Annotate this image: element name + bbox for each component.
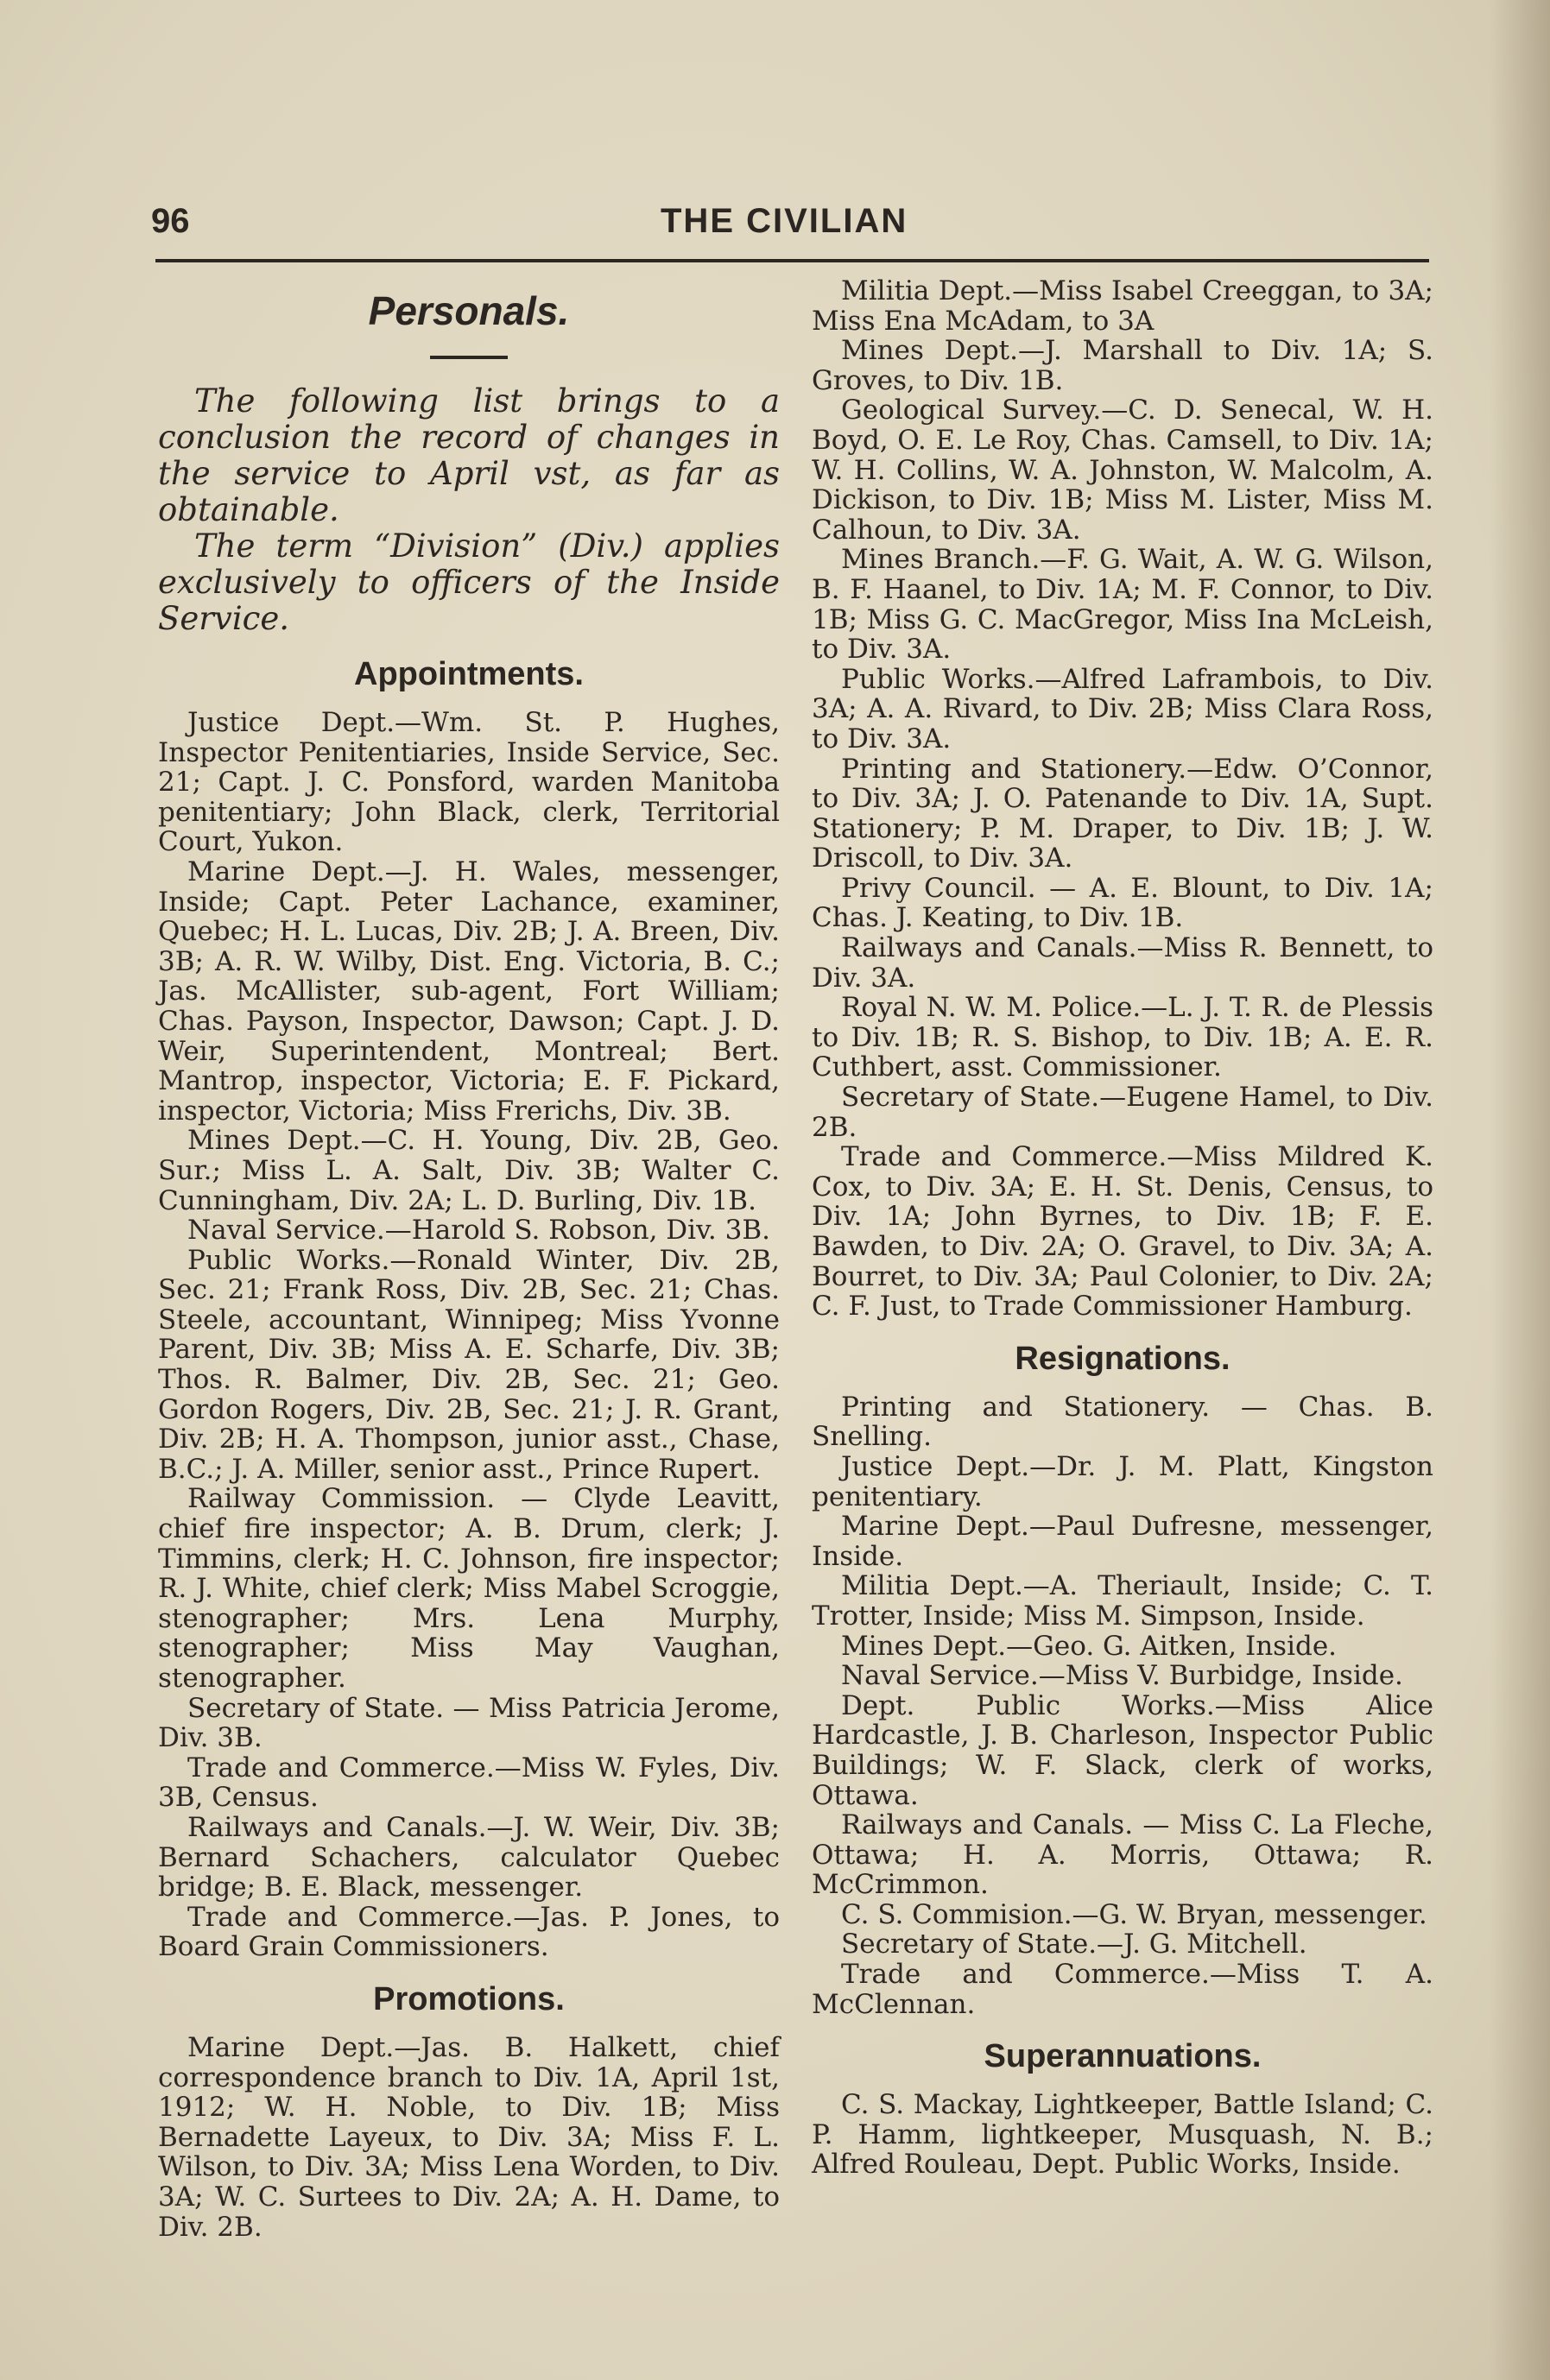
intro-paragraph: The following list brings to a conclusion the record of changes in the service to April vst, as far as obtainable. <box>158 382 780 528</box>
appointments-paragraph: Mines Dept.—C. H. Young, Div. 2B, Geo. Sur.; Miss L. A. Salt, Div. 3B; Walter C. Cunningham, Div. 2A; L. D. Burling, Div. 1B. <box>158 1125 780 1216</box>
resignations-paragraph: Secretary of State.—J. G. Mitchell. <box>841 1929 1307 1960</box>
resignations-paragraph: Naval Service.—Miss V. Burbidge, Inside. <box>841 1660 1403 1692</box>
resignations-paragraph: Mines Dept.—Geo. G. Aitken, Inside. <box>841 1630 1338 1662</box>
promotions-paragraph: Railways and Canals.—Miss R. Bennett, to Div. 3A. <box>812 932 1433 994</box>
appointments-paragraph: Trade and Commerce.—Jas. P. Jones, to Board Grain Commissioners. <box>158 1901 780 1963</box>
resignations-paragraph: Trade and Commerce.—Miss T. A. McClennan. <box>812 1959 1433 2020</box>
resignations-heading: Resignations. <box>1015 1340 1231 1377</box>
promotions-paragraph: Militia Dept.—Miss Isabel Creeggan, to 3A; Miss Ena McAdam, to 3A <box>812 275 1433 337</box>
header-rule <box>155 259 1429 262</box>
promotions-paragraph: Printing and Stationery.—Edw. O’Connor, to Div. 3A; J. O. Patenande to Div. 1A, Supt. Stationery; P. M. Draper, to Div. 1B; J. W. Driscoll, to Div. 3A. <box>812 753 1433 874</box>
personals-title: Personals. <box>368 288 570 333</box>
resignations-paragraph: Marine Dept.—Paul Dufresne, messenger, Inside. <box>812 1511 1433 1572</box>
resignations-paragraph: Justice Dept.—Dr. J. M. Platt, Kingston penitentiary. <box>812 1450 1433 1512</box>
superannuations-paragraph: C. S. Mackay, Lightkeeper, Battle Island; C. P. Hamm, lightkeeper, Musquash, N. B.; Alfred Rouleau, Dept. Public Works, Inside. <box>812 2089 1433 2181</box>
page-edge-shadow <box>1490 0 1550 2380</box>
left-column <box>158 276 780 2242</box>
page-header <box>151 197 1429 249</box>
promotions-paragraph: Privy Council. — A. E. Blount, to Div. 1A; Chas. J. Keating, to Div. 1B. <box>812 872 1433 934</box>
appointments-paragraph: Marine Dept.—J. H. Wales, messenger, Inside; Capt. Peter Lachance, examiner, Quebec; H. L. Lucas, Div. 2B; J. A. Breen, Div. 3B; A. R. W. Wilby, Dist. Eng. Victoria, B. C.; Jas. McAllister, sub-agent, Fort William; Chas. Payson, Inspector, Dawson; Capt. J. D. Weir, Superintendent, Montreal; Bert. Mantrop, inspector, Victoria; E. F. Pickard, inspector, Victoria; Miss Frerichs, Div. 3B. <box>158 855 780 1127</box>
appointments-paragraph: Justice Dept.—Wm. St. P. Hughes, Inspector Penitentiaries, Inside Service, Sec. 21; Capt. J. C. Ponsford, warden Manitoba penitentiary; John Black, clerk, Territorial Court, Yukon. <box>158 707 780 858</box>
appointments-paragraph: Public Works.—Ronald Winter, Div. 2B, Sec. 21; Frank Ross, Div. 2B, Sec. 21; Chas. Steele, accountant, Winnipeg; Miss Yvonne Parent, Div. 3B; Miss A. E. Scharfe, Div. 3B; Thos. R. Balmer, Div. 2B, Sec. 21; Geo. Gordon Rogers, Div. 2B, Sec. 21; J. R. Grant, Div. 2B; H. A. Thompson, junior asst., Chase, B.C.; J. A. Miller, senior asst., Prince Rupert. <box>158 1244 780 1485</box>
promotions-paragraph: Trade and Commerce.—Miss Mildred K. Cox, to Div. 3A; E. H. St. Denis, Census, to Div. 1A; John Byrnes, to Div. 1B; F. E. Bawden, to Div. 2A; O. Gravel, to Div. 3A; A. Bourret, to Div. 3A; Paul Colonier, to Div. 2A; C. F. Just, to Trade Commissioner Hamburg. <box>812 1141 1433 1323</box>
appointments-paragraph: Railways and Canals.—J. W. Weir, Div. 3B; Bernard Schachers, calculator Quebec bridge; B. E. Black, messenger. <box>158 1811 780 1903</box>
appointments-paragraph: Secretary of State. — Miss Patricia Jerome, Div. 3B. <box>158 1692 780 1754</box>
resignations-paragraph: Railways and Canals. — Miss C. La Fleche, Ottawa; H. A. Morris, Ottawa; R. McCrimmon. <box>812 1809 1433 1901</box>
promotions-paragraph: Mines Branch.—F. G. Wait, A. W. G. Wilson, B. F. Haanel, to Div. 1A; M. F. Connor, to Div. 1B; Miss G. C. MacGregor, Miss Ina McLeish, to Div. 3A. <box>812 544 1433 666</box>
promotions-paragraph: Secretary of State.—Eugene Hamel, to Div. 2B. <box>812 1082 1433 1143</box>
promotions-heading: Promotions. <box>373 1980 565 2017</box>
appointments-heading: Appointments. <box>354 656 584 692</box>
resignations-paragraph: Militia Dept.—A. Theriault, Inside; C. T. Trotter, Inside; Miss M. Simpson, Inside. <box>812 1570 1433 1632</box>
intro-paragraph: The term “Division” (Div.) applies exclusively to officers of the Inside Service. <box>158 527 780 637</box>
personals-intro <box>158 383 780 637</box>
resignations-paragraph: Printing and Stationery. — Chas. B. Snelling. <box>812 1391 1433 1453</box>
page-number: 96 <box>151 202 190 240</box>
running-title: THE CIVILIAN <box>661 202 908 240</box>
resignations-paragraph: Dept. Public Works.—Miss Alice Hardcastle, J. B. Charleson, Inspector Public Buildings; W. F. Slack, clerk of works, Ottawa. <box>812 1689 1433 1811</box>
promotions-paragraph: Mines Dept.—J. Marshall to Div. 1A; S. Groves, to Div. 1B. <box>812 335 1433 396</box>
appointments-paragraph: Naval Service.—Harold S. Robson, Div. 3B. <box>187 1215 770 1247</box>
resignations-paragraph: C. S. Commision.—G. W. Bryan, messenger. <box>841 1898 1427 1930</box>
promotions-paragraph: Royal N. W. M. Police.—L. J. T. R. de Plessis to Div. 1B; R. S. Bishop, to Div. 1B; A. E. R. Cuthbert, asst. Commissioner. <box>812 992 1433 1083</box>
superannuations-heading: Superannuations. <box>984 2038 1262 2075</box>
appointments-paragraph: Trade and Commerce.—Miss W. Fyles, Div. 3B, Census. <box>158 1752 780 1814</box>
appointments-paragraph: Railway Commission. — Clyde Leavitt, chief fire inspector; A. B. Drum, clerk; J. Timmins, clerk; H. C. Johnson, fire inspector; R. J. White, chief clerk; Miss Mabel Scroggie, stenographer; Mrs. Lena Murphy, stenographer; Miss May Vaughan, stenographer. <box>158 1483 780 1694</box>
right-column <box>812 276 1433 2180</box>
title-divider <box>430 356 508 359</box>
promotions-paragraph: Marine Dept.—Jas. B. Halkett, chief correspondence branch to Div. 1A, April 1st, 1912; W. H. Noble, to Div. 1B; Miss Bernadette Layeux, to Div. 3A; Miss F. L. Wilson, to Div. 3A; Miss Lena Worden, to Div. 3A; W. C. Surtees to Div. 2A; A. H. Dame, to Div. 2B. <box>158 2031 780 2243</box>
promotions-paragraph: Public Works.—Alfred Laframbois, to Div. 3A; A. A. Rivard, to Div. 2B; Miss Clara Ross, to Div. 3A. <box>812 663 1433 754</box>
promotions-paragraph: Geological Survey.—C. D. Senecal, W. H. Boyd, O. E. Le Roy, Chas. Camsell, to Div. 1A; W. H. Collins, W. A. Johnston, W. Malcolm, A. Dickison, to Div. 1B; Miss M. Lister, Miss M. Calhoun, to Div. 3A. <box>812 395 1433 546</box>
